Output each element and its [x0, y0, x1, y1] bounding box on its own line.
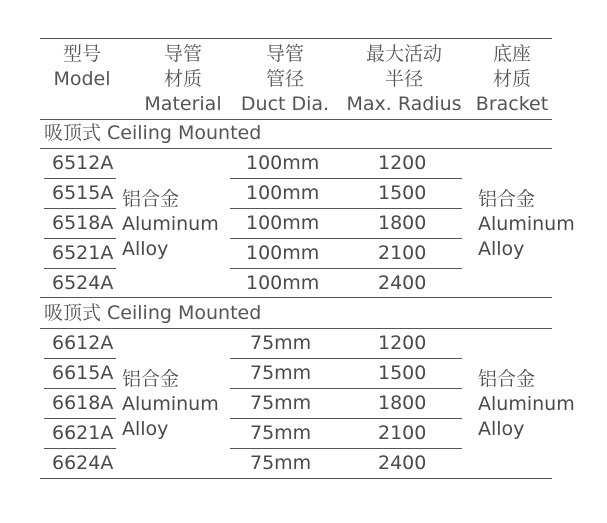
material-cell [122, 187, 219, 262]
material-cn: 铝合金 [122, 188, 180, 210]
row-rule [230, 388, 462, 389]
row-rule [44, 178, 116, 179]
table-row-model: 6512A [52, 152, 114, 174]
header-duct-en: Duct Dia. [240, 93, 330, 115]
table-row-radius: 2100 [378, 422, 427, 444]
group-rule [40, 328, 552, 329]
table-row-duct: 100mm [246, 152, 320, 174]
bracket-cell [478, 187, 575, 262]
material-cn: 铝合金 [122, 368, 180, 390]
header-duct [230, 42, 340, 117]
group-title: 吸顶式 Ceiling Mounted [44, 122, 262, 144]
table-row-radius: 1800 [378, 212, 427, 234]
table-row-duct: 75mm [250, 362, 312, 384]
row-rule [44, 268, 116, 269]
table-row-radius: 2400 [378, 452, 427, 474]
table-row-model: 6518A [52, 212, 114, 234]
header-bracket-cn2: 材质 [492, 68, 531, 90]
header-material-cn2: 材质 [163, 68, 202, 90]
header-material [128, 42, 238, 117]
row-rule [230, 268, 462, 269]
table-row-model: 6621A [52, 422, 114, 444]
table-row-radius: 1500 [378, 362, 427, 384]
header-duct-cn2: 管径 [265, 68, 304, 90]
header-model-en: Model [53, 68, 111, 90]
header-bracket [470, 42, 554, 117]
table-row-model: 6521A [52, 242, 114, 264]
bracket-en2: Alloy [478, 418, 525, 440]
material-en2: Alloy [122, 418, 169, 440]
table-row-model: 6618A [52, 392, 114, 414]
table-row-duct: 100mm [246, 272, 320, 294]
header-radius-cn1: 最大活动 [365, 43, 442, 65]
table-row-model: 6524A [52, 272, 114, 294]
table-row-duct: 100mm [246, 182, 320, 204]
table-row-radius: 1500 [378, 182, 427, 204]
table-row-radius: 1200 [378, 332, 427, 354]
header-material-en: Material [144, 93, 222, 115]
material-cell [122, 367, 219, 442]
material-en1: Aluminum [122, 213, 219, 235]
row-rule [230, 448, 462, 449]
table-top-rule [40, 38, 552, 39]
bracket-en2: Alloy [478, 238, 525, 260]
header-radius [340, 42, 468, 117]
table-row-radius: 1800 [378, 392, 427, 414]
bracket-cn: 铝合金 [478, 188, 536, 210]
bracket-cn: 铝合金 [478, 368, 536, 390]
row-rule [44, 238, 116, 239]
group-rule [40, 148, 552, 149]
table-row-radius: 2400 [378, 272, 427, 294]
header-bracket-cn1: 底座 [492, 43, 531, 65]
row-rule [230, 418, 462, 419]
table-row-model: 6624A [52, 452, 114, 474]
table-row-model: 6515A [52, 182, 114, 204]
table-row-radius: 2100 [378, 242, 427, 264]
bracket-en1: Aluminum [478, 393, 575, 415]
table-row-model: 6612A [52, 332, 114, 354]
bracket-cell [478, 367, 575, 442]
table-row-duct: 75mm [250, 452, 312, 474]
header-bracket-en: Bracket [475, 93, 549, 115]
row-rule [230, 358, 462, 359]
row-rule [230, 178, 462, 179]
material-en2: Alloy [122, 238, 169, 260]
table-bottom-rule [40, 478, 552, 479]
row-rule [44, 208, 116, 209]
table-row-duct: 75mm [250, 422, 312, 444]
header-duct-cn1: 导管 [265, 43, 304, 65]
row-rule [44, 358, 116, 359]
row-rule [230, 208, 462, 209]
table-row-model: 6615A [52, 362, 114, 384]
header-bottom-rule [40, 119, 552, 120]
bracket-en1: Aluminum [478, 213, 575, 235]
row-rule [44, 448, 116, 449]
row-rule [44, 418, 116, 419]
table-row-duct: 75mm [250, 392, 312, 414]
header-radius-cn2: 半径 [384, 68, 423, 90]
table-row-radius: 1200 [378, 152, 427, 174]
row-rule [230, 238, 462, 239]
table-row-duct: 100mm [246, 212, 320, 234]
header-material-cn1: 导管 [163, 43, 202, 65]
group-bottom-rule [40, 297, 552, 298]
header-radius-en: Max. Radius [346, 93, 462, 115]
table-row-duct: 100mm [246, 242, 320, 264]
material-en1: Aluminum [122, 393, 219, 415]
group-title: 吸顶式 Ceiling Mounted [44, 302, 262, 324]
row-rule [44, 388, 116, 389]
header-model [40, 42, 124, 92]
header-model-cn: 型号 [62, 43, 101, 65]
table-row-duct: 75mm [250, 332, 312, 354]
